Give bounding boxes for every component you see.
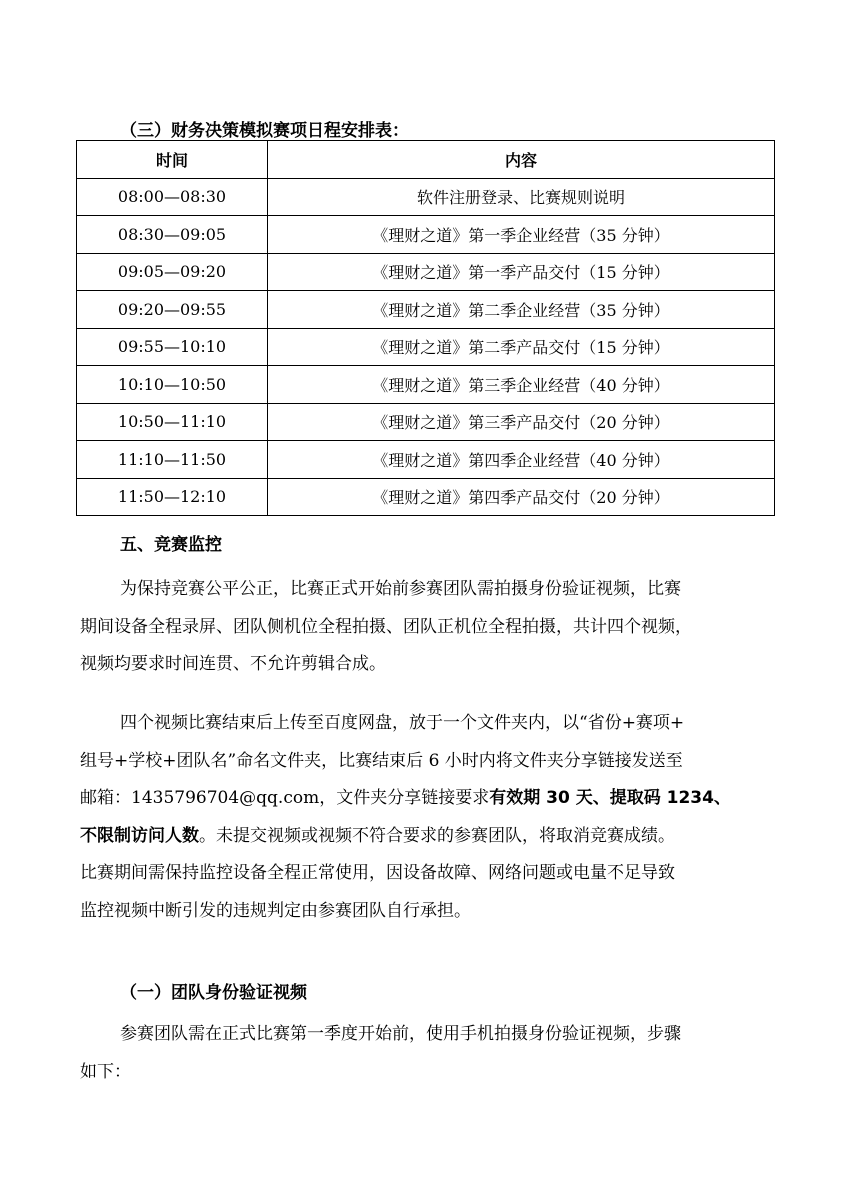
table-row [77, 403, 775, 441]
content-cell: 《理财之道》第二季产品交付（15 分钟） [268, 328, 775, 366]
para-line: 如下： [80, 1061, 131, 1082]
time-cell: 11:10—11:50 [77, 441, 268, 479]
email-text: 邮箱：1435796704@qq.com，文件夹分享链接要求 [80, 788, 490, 808]
para-line: 监控视频中断引发的违规判定由参赛团队自行承担。 [80, 900, 471, 921]
table-row [77, 441, 775, 479]
time-cell: 08:00—08:30 [77, 178, 268, 216]
schedule-table [76, 140, 775, 516]
section5-title: 五、竞赛监控 [120, 535, 222, 555]
table-row [77, 216, 775, 254]
schedule-body [77, 178, 775, 516]
time-cell: 10:10—10:50 [77, 366, 268, 404]
table-row [77, 178, 775, 216]
time-cell: 09:55—10:10 [77, 328, 268, 366]
para-line: 四个视频比赛结束后上传至百度网盘，放于一个文件夹内，以“省份+赛项+ [120, 713, 685, 733]
time-cell: 09:20—09:55 [77, 291, 268, 329]
header-time: 时间 [77, 141, 268, 179]
table-row [77, 478, 775, 516]
content-cell: 《理财之道》第三季产品交付（20 分钟） [268, 403, 775, 441]
table-row [77, 366, 775, 404]
section5-paragraph-1 [80, 571, 770, 684]
content-cell: 《理财之道》第一季产品交付（15 分钟） [268, 253, 775, 291]
access-requirement-bold: 不限制访问人数 [80, 825, 199, 846]
table-row [77, 291, 775, 329]
content-cell: 《理财之道》第四季企业经营（40 分钟） [268, 441, 775, 479]
para-line [80, 818, 770, 856]
subsection1-title: （一）团队身份验证视频 [120, 983, 307, 1003]
para-line: 组号+学校+团队名”命名文件夹，比赛结束后 6 小时内将文件夹分享链接发送至 [80, 750, 683, 771]
table-row [77, 253, 775, 291]
content-cell: 《理财之道》第一季企业经营（35 分钟） [268, 216, 775, 254]
time-cell: 11:50—12:10 [77, 478, 268, 516]
penalty-text: 。未提交视频或视频不符合要求的参赛团队，将取消竞赛成绩。 [199, 825, 675, 846]
subsection1-paragraph [80, 1016, 770, 1091]
time-cell: 08:30—09:05 [77, 216, 268, 254]
table-row [77, 328, 775, 366]
schedule-title: （三）财务决策模拟赛项日程安排表： [120, 121, 409, 141]
link-requirement-bold: 有效期 30 天、提取码 1234、 [489, 788, 731, 808]
content-cell: 《理财之道》第三季企业经营（40 分钟） [268, 366, 775, 404]
content-cell: 软件注册登录、比赛规则说明 [268, 178, 775, 216]
para-line: 为保持竞赛公平公正，比赛正式开始前参赛团队需拍摄身份验证视频，比赛 [120, 579, 681, 599]
time-cell: 09:05—09:20 [77, 253, 268, 291]
header-content: 内容 [268, 141, 775, 179]
content-cell: 《理财之道》第四季产品交付（20 分钟） [268, 478, 775, 516]
para-line: 视频均要求时间连贯、不允许剪辑合成。 [80, 654, 386, 674]
para-line: 比赛期间需保持监控设备全程正常使用，因设备故障、网络问题或电量不足导致 [80, 863, 675, 883]
para-line: 期间设备全程录屏、团队侧机位全程拍摄、团队正机位全程拍摄，共计四个视频， [80, 616, 692, 637]
para-line [80, 780, 770, 818]
para-line: 参赛团队需在正式比赛第一季度开始前，使用手机拍摄身份验证视频，步骤 [120, 1024, 681, 1044]
section5-paragraph-2 [80, 705, 770, 930]
table-header-row [77, 141, 775, 179]
time-cell: 10:50—11:10 [77, 403, 268, 441]
content-cell: 《理财之道》第二季企业经营（35 分钟） [268, 291, 775, 329]
